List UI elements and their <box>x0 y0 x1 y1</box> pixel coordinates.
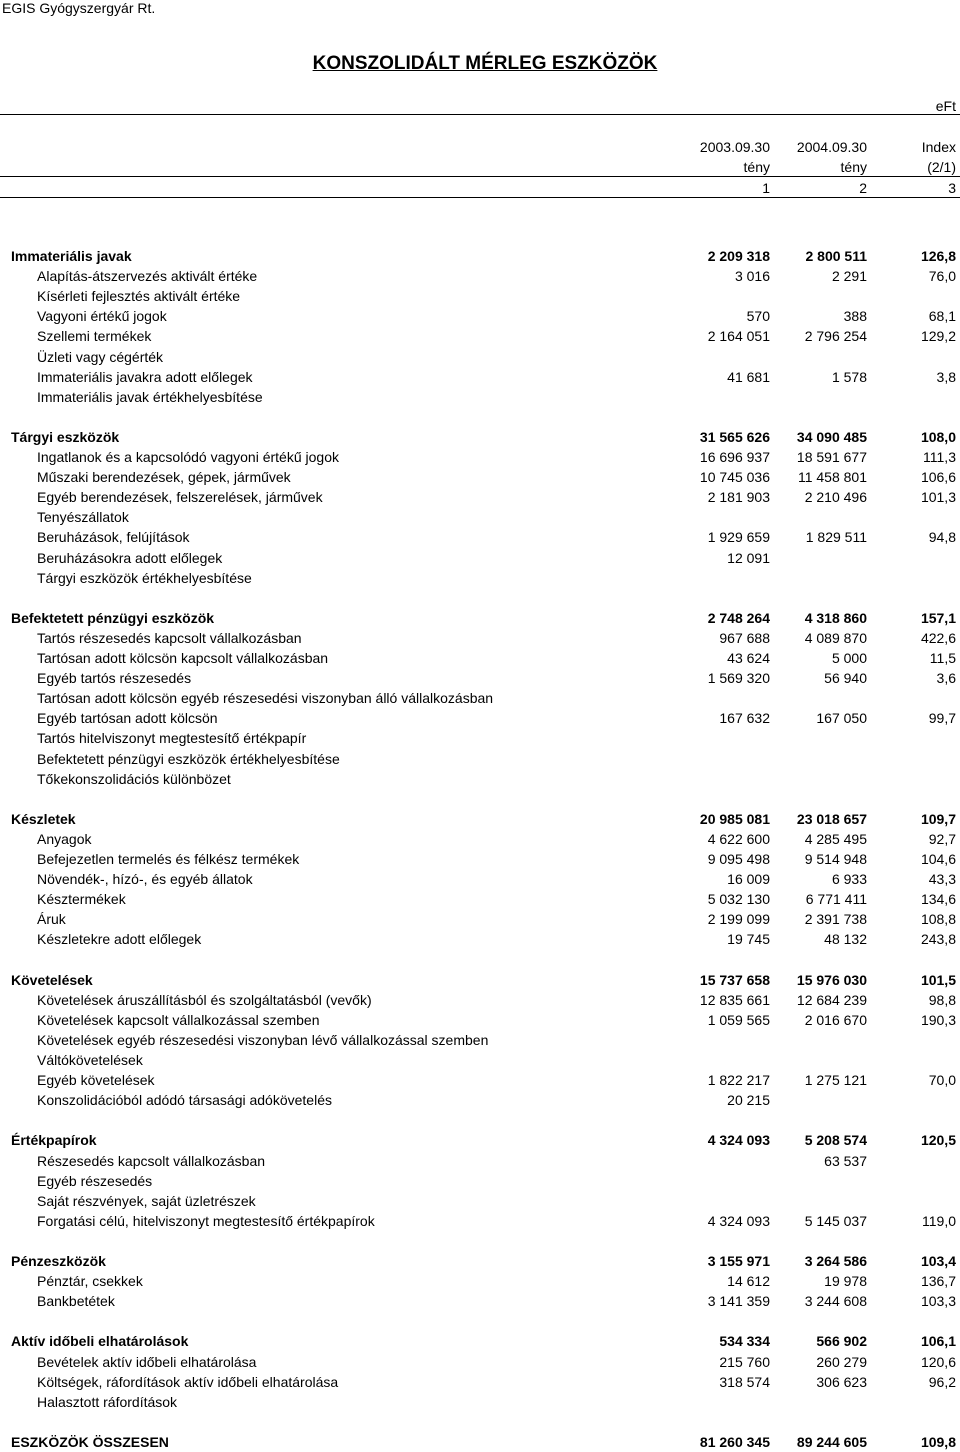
index-value: 108,8 <box>920 911 956 928</box>
section-row <box>0 1251 960 1271</box>
index-value: 126,8 <box>920 248 956 264</box>
table-row <box>0 728 960 748</box>
row-label: Aktív időbeli elhatárolások <box>11 1333 189 1350</box>
value-2003: 570 <box>746 308 770 325</box>
index-value: 108,0 <box>920 428 956 445</box>
value-2003: 12 835 661 <box>699 991 770 1008</box>
table-row <box>0 568 960 588</box>
value-2003: 3 155 971 <box>707 1253 770 1269</box>
col1-date: 2003.09.30 <box>699 139 770 155</box>
index-value: 99,7 <box>928 710 956 727</box>
row-label: Részesedés kapcsolt vállalkozásban <box>37 1152 266 1169</box>
table-row <box>0 487 960 507</box>
value-2004: 5 000 <box>831 650 867 666</box>
value-2003: 31 565 626 <box>699 428 770 445</box>
table-row <box>0 387 960 407</box>
value-2003: 19 745 <box>727 931 770 948</box>
table-row <box>0 1291 960 1311</box>
row-label: Tartósan adott kölcsön egyéb részesedési viszonyban álló vállalkozásban <box>37 690 494 707</box>
value-2004: 388 <box>843 308 867 325</box>
index-value: 422,6 <box>920 629 956 646</box>
index-value: 120,5 <box>920 1132 956 1149</box>
value-2004: 19 978 <box>824 1273 867 1290</box>
section-row <box>0 246 960 266</box>
index-value: 70,0 <box>928 1072 956 1089</box>
col1-number: 1 <box>762 180 770 196</box>
row-label: Követelések egyéb részesedési viszonyban lévő vállalkozással szemben <box>37 1031 489 1048</box>
value-2003: 2 181 903 <box>707 489 770 506</box>
value-2004: 1 829 511 <box>805 529 867 546</box>
row-label: Tartós hitelviszonyt megtestesítő értékpapír <box>37 730 307 747</box>
row-label: Műszaki berendezések, gépek, járművek <box>37 469 291 486</box>
value-2004: 566 902 <box>816 1333 867 1350</box>
index-value: 3,8 <box>936 368 956 385</box>
table-row <box>0 1090 960 1110</box>
value-2003: 10 745 036 <box>699 469 770 486</box>
value-2003: 2 199 099 <box>707 911 770 928</box>
table-row <box>0 527 960 547</box>
value-2003: 2 748 264 <box>707 609 770 626</box>
value-2004: 1 578 <box>831 368 867 385</box>
row-label: Követelések kapcsolt vállalkozással szemben <box>37 1011 320 1028</box>
row-label: Befejezetlen termelés és félkész termékek <box>37 851 300 867</box>
table-row <box>0 849 960 869</box>
value-2003: 2 209 318 <box>707 248 770 264</box>
index-value: 103,4 <box>920 1253 956 1269</box>
table-row <box>0 367 960 387</box>
table-row <box>0 266 960 286</box>
row-label: Beruházásokra adott előlegek <box>37 549 223 566</box>
row-label: Tenyészállatok <box>37 509 129 526</box>
value-2003: 167 632 <box>719 710 770 727</box>
table-row <box>0 688 960 708</box>
table-row <box>0 889 960 909</box>
table-row <box>0 347 960 367</box>
value-2004: 4 285 495 <box>804 830 867 847</box>
row-label: Egyéb tartós részesedés <box>37 670 192 687</box>
value-2004: 1 275 121 <box>804 1072 867 1089</box>
value-2004: 56 940 <box>824 670 867 687</box>
index-value: 157,1 <box>920 609 956 626</box>
row-label: Bevételek aktív időbeli elhatárolása <box>37 1353 257 1370</box>
value-2004: 306 623 <box>816 1373 867 1390</box>
value-2003: 1 059 565 <box>707 1011 770 1028</box>
index-value: 98,8 <box>928 991 956 1008</box>
value-2004: 2 291 <box>831 268 867 285</box>
section-row <box>0 970 960 990</box>
table-row <box>0 1030 960 1050</box>
row-label: Készletekre adott előlegek <box>37 931 202 948</box>
total-row <box>0 1432 960 1452</box>
table-row <box>0 548 960 568</box>
value-2003: 5 032 130 <box>707 891 770 908</box>
value-2003: 41 681 <box>727 368 770 385</box>
row-label: Ingatlanok és a kapcsolódó vagyoni értékű jogok <box>37 449 339 465</box>
index-value: 43,3 <box>928 871 956 888</box>
table-row <box>0 1392 960 1412</box>
table-row <box>0 990 960 1010</box>
page-title: KONSZOLIDÁLT MÉRLEG ESZKÖZÖK <box>312 53 658 74</box>
table-row <box>0 507 960 527</box>
index-value: 76,0 <box>928 268 956 285</box>
value-2003: 215 760 <box>719 1353 770 1370</box>
table-row <box>0 1352 960 1372</box>
row-label: Beruházások, felújítások <box>37 529 190 546</box>
row-label: Immateriális javakra adott előlegek <box>37 368 253 385</box>
index-value: 111,3 <box>923 449 956 465</box>
value-2003: 15 737 658 <box>699 971 770 988</box>
value-2004: 5 145 037 <box>804 1212 867 1229</box>
value-2003: 4 324 093 <box>707 1132 770 1149</box>
table-row <box>0 909 960 929</box>
index-value: 243,8 <box>920 931 956 948</box>
value-2004: 2 391 738 <box>804 911 867 928</box>
row-label: Pénzeszközök <box>11 1253 106 1269</box>
index-value: 119,0 <box>922 1212 956 1229</box>
table-row <box>0 1191 960 1211</box>
index-value: 136,7 <box>920 1273 956 1290</box>
row-label: Üzleti vagy cégérték <box>37 348 164 365</box>
table-row <box>0 447 960 467</box>
index-value: 3,6 <box>936 670 956 687</box>
value-2004: 2 210 496 <box>804 489 867 506</box>
row-label: ESZKÖZÖK ÖSSZESEN <box>11 1433 169 1450</box>
table-row <box>0 749 960 769</box>
index-value: 68,1 <box>928 308 956 325</box>
row-label: Tartós részesedés kapcsolt vállalkozásban <box>37 629 302 646</box>
currency-unit: eFt <box>935 98 956 114</box>
value-2003: 534 334 <box>719 1333 770 1350</box>
value-2003: 1 929 659 <box>707 529 770 546</box>
table-row <box>0 769 960 789</box>
value-2004: 12 684 239 <box>796 991 867 1008</box>
row-label: Tárgyi eszközök értékhelyesbítése <box>37 569 252 586</box>
row-label: Pénztár, csekkek <box>37 1273 143 1290</box>
row-label: Egyéb tartósan adott kölcsön <box>37 710 218 727</box>
index-value: 96,2 <box>928 1373 956 1390</box>
section-row <box>0 427 960 447</box>
table-row <box>0 869 960 889</box>
value-2004: 167 050 <box>816 710 867 727</box>
value-2004: 9 514 948 <box>804 851 867 867</box>
row-label: Követelések <box>11 971 93 988</box>
col3-name: Index <box>921 139 956 155</box>
value-2004: 2 016 670 <box>804 1011 867 1028</box>
value-2003: 16 009 <box>727 871 770 888</box>
value-2003: 43 624 <box>727 650 770 666</box>
value-2003: 20 215 <box>727 1092 770 1109</box>
value-2004: 6 771 411 <box>805 891 867 908</box>
row-label: Konszolidációból adódó társasági adókövetelés <box>37 1092 332 1109</box>
index-value: 101,5 <box>920 971 956 988</box>
table-row <box>0 929 960 949</box>
row-label: Tartósan adott kölcsön kapcsolt vállalkozásban <box>37 650 329 666</box>
table-row <box>0 829 960 849</box>
col3-number: 3 <box>948 180 956 196</box>
section-row <box>0 1130 960 1150</box>
table-row <box>0 628 960 648</box>
table-row <box>0 1372 960 1392</box>
company-name: EGIS Gyógyszergyár Rt. <box>2 0 156 16</box>
row-label: Egyéb berendezések, felszerelések, járművek <box>37 489 323 506</box>
value-2004: 23 018 657 <box>796 810 867 827</box>
value-2004: 4 089 870 <box>804 629 867 646</box>
index-value: 103,3 <box>920 1293 956 1310</box>
index-value: 129,2 <box>920 328 956 345</box>
table-row <box>0 286 960 306</box>
value-2004: 34 090 485 <box>796 428 867 445</box>
table-row <box>0 306 960 326</box>
index-value: 134,6 <box>920 891 956 908</box>
index-value: 101,3 <box>920 489 956 506</box>
row-label: Forgatási célú, hitelviszonyt megtestesítő értékpapírok <box>37 1212 375 1229</box>
value-2003: 16 696 937 <box>699 449 770 465</box>
value-2004: 3 244 608 <box>804 1293 867 1310</box>
table-row <box>0 1271 960 1291</box>
row-label: Szellemi termékek <box>37 328 152 345</box>
row-label: Tárgyi eszközök <box>11 428 120 445</box>
value-2003: 318 574 <box>719 1373 770 1390</box>
value-2003: 9 095 498 <box>707 851 770 867</box>
row-label: Tőkekonszolidációs különbözet <box>37 770 231 787</box>
value-2003: 20 985 081 <box>699 810 770 827</box>
value-2003: 1 822 217 <box>707 1072 770 1089</box>
col2-type: tény <box>840 159 867 175</box>
row-label: Halasztott ráfordítások <box>37 1393 178 1410</box>
row-label: Egyéb részesedés <box>37 1172 153 1189</box>
value-2003: 4 324 093 <box>707 1212 770 1229</box>
index-value: 109,7 <box>920 810 956 827</box>
table-row <box>0 1010 960 1030</box>
value-2004: 4 318 860 <box>804 609 867 626</box>
value-2004: 2 796 254 <box>804 328 867 345</box>
value-2004: 6 933 <box>831 871 867 888</box>
value-2004: 5 208 574 <box>804 1132 867 1149</box>
row-label: Áruk <box>37 911 66 928</box>
value-2004: 48 132 <box>824 931 867 948</box>
table-row <box>0 326 960 346</box>
table-row <box>0 648 960 668</box>
value-2003: 2 164 051 <box>707 328 770 345</box>
row-label: Egyéb követelések <box>37 1072 155 1089</box>
row-label: Vagyoni értékű jogok <box>37 308 167 325</box>
index-value: 120,6 <box>920 1353 956 1370</box>
row-label: Alapítás-átszervezés aktivált értéke <box>37 268 258 285</box>
row-label: Bankbetétek <box>37 1293 115 1310</box>
section-row <box>0 1331 960 1351</box>
value-2003: 967 688 <box>719 629 770 646</box>
index-value: 11,5 <box>929 650 956 666</box>
table-row <box>0 1171 960 1191</box>
table-row <box>0 708 960 728</box>
index-value: 92,7 <box>928 830 956 847</box>
value-2003: 4 622 600 <box>707 830 770 847</box>
row-label: Követelések áruszállításból és szolgáltatásból (vevők) <box>37 991 372 1008</box>
index-value: 104,6 <box>920 851 956 867</box>
row-label: Immateriális javak <box>11 248 132 264</box>
value-2003: 12 091 <box>727 549 770 566</box>
row-label: Anyagok <box>37 830 92 847</box>
section-row <box>0 608 960 628</box>
value-2003: 1 569 320 <box>707 670 770 687</box>
table-row <box>0 1211 960 1231</box>
value-2003: 14 612 <box>727 1273 770 1290</box>
row-label: Készletek <box>11 810 76 827</box>
value-2004: 260 279 <box>816 1353 867 1370</box>
section-row <box>0 809 960 829</box>
col2-number: 2 <box>859 180 867 196</box>
index-value: 106,6 <box>920 469 956 486</box>
index-value: 94,8 <box>928 529 956 546</box>
row-label: Befektetett pénzügyi eszközök értékhelyesbítése <box>37 750 340 767</box>
row-label: Váltókövetelések <box>37 1052 143 1068</box>
value-2003: 81 260 345 <box>699 1433 770 1450</box>
index-value: 190,3 <box>920 1011 956 1028</box>
row-label: Kísérleti fejlesztés aktivált értéke <box>37 288 241 305</box>
col3-type: (2/1) <box>927 159 956 175</box>
row-label: Immateriális javak értékhelyesbítése <box>37 388 263 405</box>
value-2004: 18 591 677 <box>796 449 867 465</box>
row-label: Késztermékek <box>37 891 126 908</box>
index-value: 106,1 <box>920 1333 956 1350</box>
table-row <box>0 1151 960 1171</box>
col1-type: tény <box>743 159 770 175</box>
value-2004: 2 800 511 <box>805 248 867 264</box>
col2-date: 2004.09.30 <box>796 139 867 155</box>
table-row <box>0 1070 960 1090</box>
row-label: Saját részvények, saját üzletrészek <box>37 1192 256 1209</box>
value-2004: 3 264 586 <box>804 1253 867 1269</box>
value-2003: 3 141 359 <box>707 1293 770 1310</box>
value-2003: 3 016 <box>734 268 770 285</box>
row-label: Értékpapírok <box>11 1132 97 1149</box>
table-row <box>0 668 960 688</box>
index-value: 109,8 <box>920 1433 956 1450</box>
value-2004: 15 976 030 <box>796 971 867 988</box>
table-row <box>0 1050 960 1070</box>
value-2004: 11 458 801 <box>797 469 867 486</box>
value-2004: 63 537 <box>824 1152 867 1169</box>
value-2004: 89 244 605 <box>796 1433 867 1450</box>
row-label: Befektetett pénzügyi eszközök <box>11 609 215 626</box>
row-label: Növendék-, hízó-, és egyéb állatok <box>37 871 253 888</box>
table-row <box>0 467 960 487</box>
row-label: Költségek, ráfordítások aktív időbeli elhatárolása <box>37 1373 339 1390</box>
